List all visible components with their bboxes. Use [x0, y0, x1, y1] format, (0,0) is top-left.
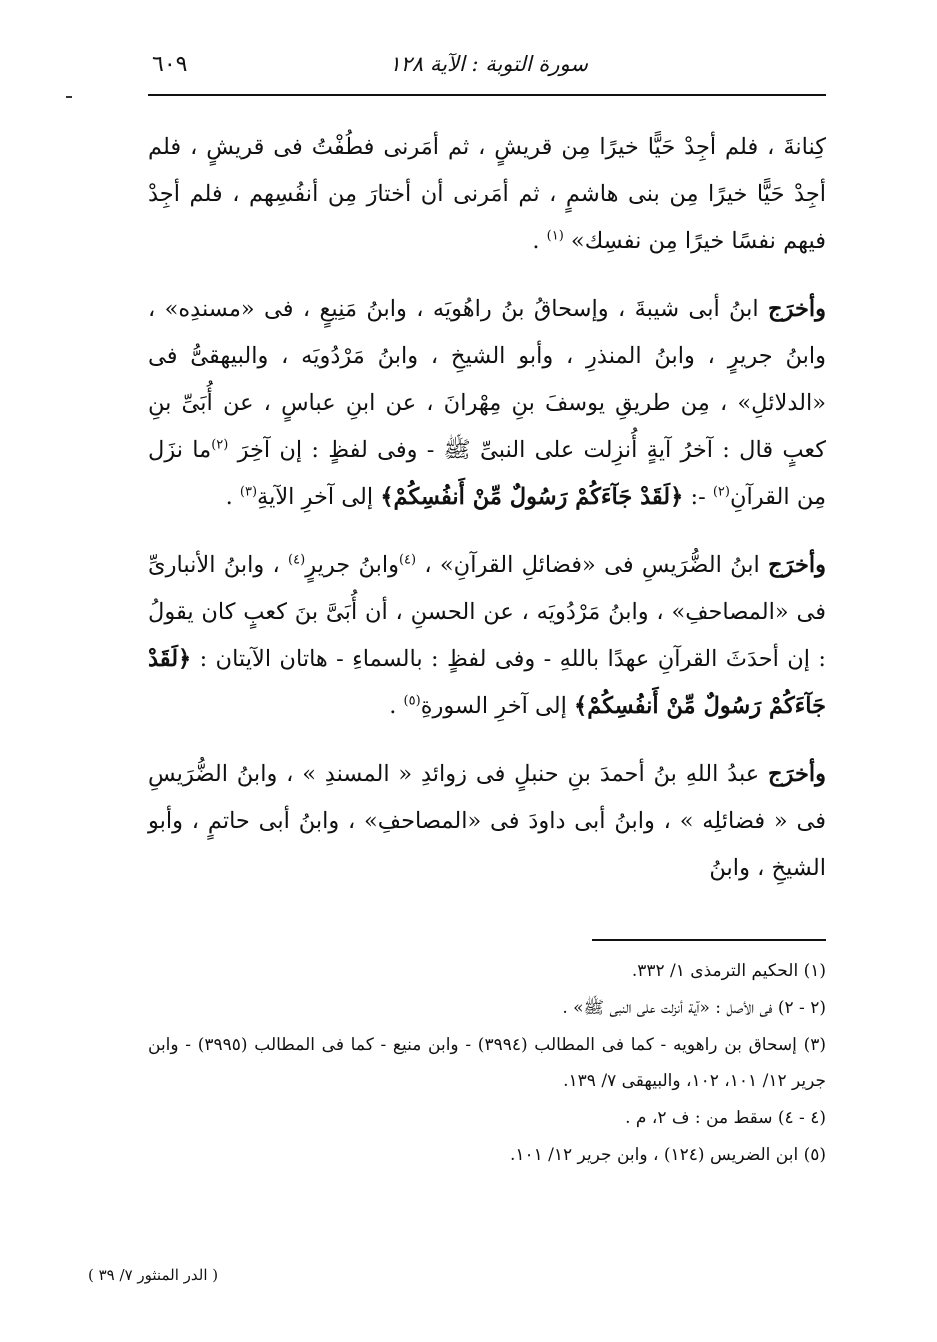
paragraph-text: إلى آخرِ الآيةِ: [257, 484, 381, 510]
page-number: ٦٠٩: [152, 52, 188, 77]
footnote-4: (٤ - ٤) سقط من : ف ٢، م .: [625, 1108, 826, 1128]
paragraph-end: .: [225, 484, 240, 510]
footnote-marker: (٣): [239, 484, 258, 500]
footnote-3: (٣) إسحاق بن راهويه - كما فى المطالب (٣٩٩٤) - وابن منيع - كما فى المطالب (٣٩٩٥) - وابن جرير ١٢/ ١٠١، ١٠٢، والبيهقى ٧/ ١٣٩.: [148, 1035, 826, 1091]
paragraph-text: وابنُ جريرٍ: [305, 552, 399, 578]
footnote-1: (١) الحكيم الترمذى ١/ ٣٣٢.: [631, 961, 826, 981]
paragraph-end: .: [532, 228, 547, 254]
footnote-marker: (٥): [403, 693, 421, 709]
paragraph-text: ابنُ أبى شيبةَ ، وإسحاقُ بنُ راهُويَه ، وابنُ مَنِيعٍ ، فى «مسندِه» ، وابنُ جريرٍ ، وابنُ المنذرِ ، وأبو الشيخِ ، وابنُ مَرْدُويَه ، والبيهقىُّ فى «الدلائلِ» ، مِن طريقِ يوسفَ بنِ مِهْرانَ ، عن ابنِ عباسٍ ، عن أُبَىِّ بنِ كعبٍ قال : آخرُ آيةٍ أُنزِلت على النبىِّ ﷺ - وفى لفظٍ : إن آخِرَ: [148, 296, 826, 463]
paragraph-end: .: [389, 693, 404, 719]
paragraph-3: [148, 542, 826, 730]
paragraph-text: ابنُ الضُّرَيسِ فى «فضائلِ القرآنِ» ،: [416, 552, 769, 578]
main-text: [148, 124, 826, 913]
paragraph-text: كِنانةَ ، فلم أجِدْ حَيًّا خيرًا مِن قريشٍ ، ثم أمَرنى فطُفْتُ فى قريشٍ ، فلم أجِدْ حَيًّا خيرًا مِن بنى هاشمٍ ، ثم أمَرنى أن أختارَ مِن أنفُسِهم ، فلم أجِدْ فيهم نفسًا خيرًا مِن نفسِك»: [148, 134, 826, 254]
footnote-marker: (٤): [398, 552, 417, 568]
footnote-marker: (٤): [288, 552, 306, 568]
paragraph-text: -:: [683, 484, 713, 510]
bottom-reference: ( الدر المنثور ٧/ ٣٩ ): [88, 1266, 219, 1284]
paragraph-1: [148, 124, 826, 265]
footnotes: [148, 953, 826, 1174]
paragraph-text: ما نزَل مِن القرآنِ: [148, 437, 826, 510]
footnote-5: (٥) ابن الضريس (١٢٤) ، وابن جرير ١٢/ ١٠١.: [509, 1145, 826, 1165]
footnote-marker: (٢): [712, 484, 730, 500]
paragraph-2: [148, 286, 826, 521]
header-rule: [148, 94, 826, 96]
footnote-2: (٢ - ٢) فى الأصل : «آية أنزلت على النبى ﷺ» .: [562, 998, 826, 1018]
paragraph-text: ، وابنُ الأنبارىِّ فى «المصاحفِ» ، وابنُ مَرْدُويَه ، عن الحسنِ ، أن أُبَىَّ بنَ كعبٍ كان يقولُ : إن أحدَثَ القرآنِ عهدًا باللهِ - وفى لفظٍ : بالسماءِ - هاتان الآيتان :: [148, 552, 826, 672]
footnote-marker: (٢): [211, 437, 229, 453]
footnote-rule: [592, 939, 826, 941]
paragraph-text: إلى آخرِ السورةِ: [420, 693, 575, 719]
paragraph-lead: وأخرَج: [768, 296, 826, 322]
quran-verse: ﴿لَقَدْ جَآءَكُمْ رَسُولٌ مِّنْ أَنفُسِكُمْ﴾: [380, 484, 684, 510]
paragraph-lead: وأخرَج: [768, 552, 826, 578]
footnote-marker: (١): [546, 228, 564, 244]
scan-mark: [66, 96, 72, 98]
running-title: سورة التوبة : الآية ١٢٨: [389, 52, 588, 76]
page-header: [148, 40, 826, 94]
paragraph-text: عبدُ اللهِ بنُ أحمدَ بنِ حنبلٍ فى زوائدِ « المسندِ » ، وابنُ الضُّرَيسِ فى « فضائلِه » ، وابنُ أبى داودَ فى «المصاحفِ» ، وابنُ أبى حاتمٍ ، وأبو الشيخِ ، وابنُ: [148, 761, 826, 881]
paragraph-4: [148, 751, 826, 892]
quran-verse: ﴿لَقَدْ جَآءَكُمْ رَسُولٌ مِّنْ أَنفُسِكُمْ﴾: [148, 646, 826, 719]
paragraph-lead: وأخرَج: [768, 761, 826, 787]
